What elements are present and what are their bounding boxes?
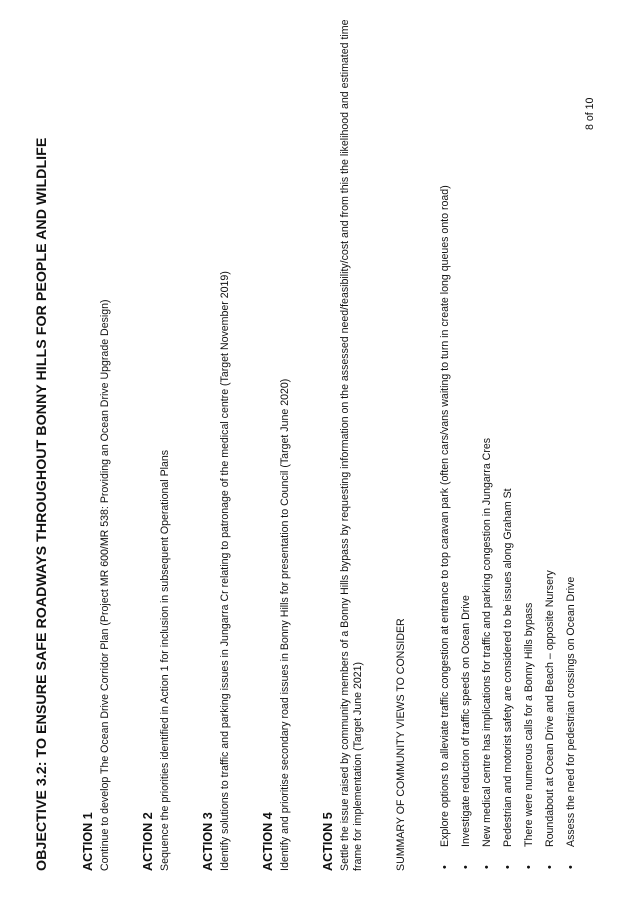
bullet-icon: •: [523, 865, 535, 869]
bullet-icon: •: [502, 865, 514, 869]
community-views-list: [439, 11, 578, 871]
bullet-icon: •: [565, 865, 577, 869]
page-content: [33, 11, 586, 871]
action-5-heading: ACTION 5: [321, 812, 335, 871]
list-item: [523, 11, 536, 871]
action-3-heading: ACTION 3: [201, 812, 215, 871]
list-item: [502, 11, 515, 871]
action-5-text: Settle the issue raised by community members of a Bonny Hills bypass by requesting information on the assessed need/feasibility/cost and from this the likelihood and estimated time frame for implementation (Target June 2021): [339, 19, 364, 871]
list-item: [439, 11, 452, 871]
action-1-text: Continue to develop The Ocean Drive Corridor Plan (Project MR 600/MR 538: Providing an Ocean Drive Upgrade Design): [99, 299, 111, 871]
bullet-icon: •: [439, 865, 451, 869]
action-3: [200, 11, 232, 871]
action-3-text: Identify solutions to traffic and parking issues in Jungarra Cr relating to patronage of the medical centre (Target November 2019): [219, 271, 231, 871]
list-item-text: Pedestrian and motorist safety are considered to be issues along Graham St: [502, 488, 514, 847]
list-item-text: There were numerous calls for a Bonny Hills bypass: [523, 602, 535, 847]
list-item-text: New medical centre has implications for traffic and parking congestion in Jungarra Cres: [481, 437, 493, 847]
list-item: [565, 11, 578, 871]
bullet-icon: •: [544, 865, 556, 869]
bullet-icon: •: [481, 865, 493, 869]
community-views-heading: SUMMARY OF COMMUNITY VIEWS TO CONSIDER: [395, 618, 407, 871]
action-2-heading: ACTION 2: [141, 812, 155, 871]
list-item: [481, 11, 494, 871]
action-1: [80, 11, 112, 871]
action-4-heading: ACTION 4: [261, 812, 275, 871]
action-2: [140, 11, 172, 871]
action-2-text: Sequence the priorities identified in Action 1 for inclusion in subsequent Operational Plans: [159, 449, 171, 871]
action-5: [320, 11, 365, 871]
action-4-text: Identify and prioritise secondary road issues in Bonny Hills for presentation to Council (Target June 2020): [279, 378, 291, 871]
list-item-text: Explore options to alleviate traffic congestion at entrance to top caravan park (often cars/vans waiting to turn in create long queues onto road): [439, 185, 451, 847]
list-item: [460, 11, 473, 871]
list-item-text: Roundabout at Ocean Drive and Beach – opposite Nursery: [544, 570, 556, 847]
action-1-heading: ACTION 1: [81, 812, 95, 871]
list-item-text: Investigate reduction of traffic speeds on Ocean Drive: [460, 595, 472, 847]
objective-title: OBJECTIVE 3.2: TO ENSURE SAFE ROADWAYS THROUGHOUT BONNY HILLS FOR PEOPLE AND WILDLIFE: [34, 137, 50, 871]
list-item: [544, 11, 557, 871]
page-number: 8 of 10: [584, 97, 596, 130]
bullet-icon: •: [460, 865, 472, 869]
list-item-text: Assess the need for pedestrian crossings on Ocean Drive: [565, 576, 577, 847]
action-4: [260, 11, 292, 871]
